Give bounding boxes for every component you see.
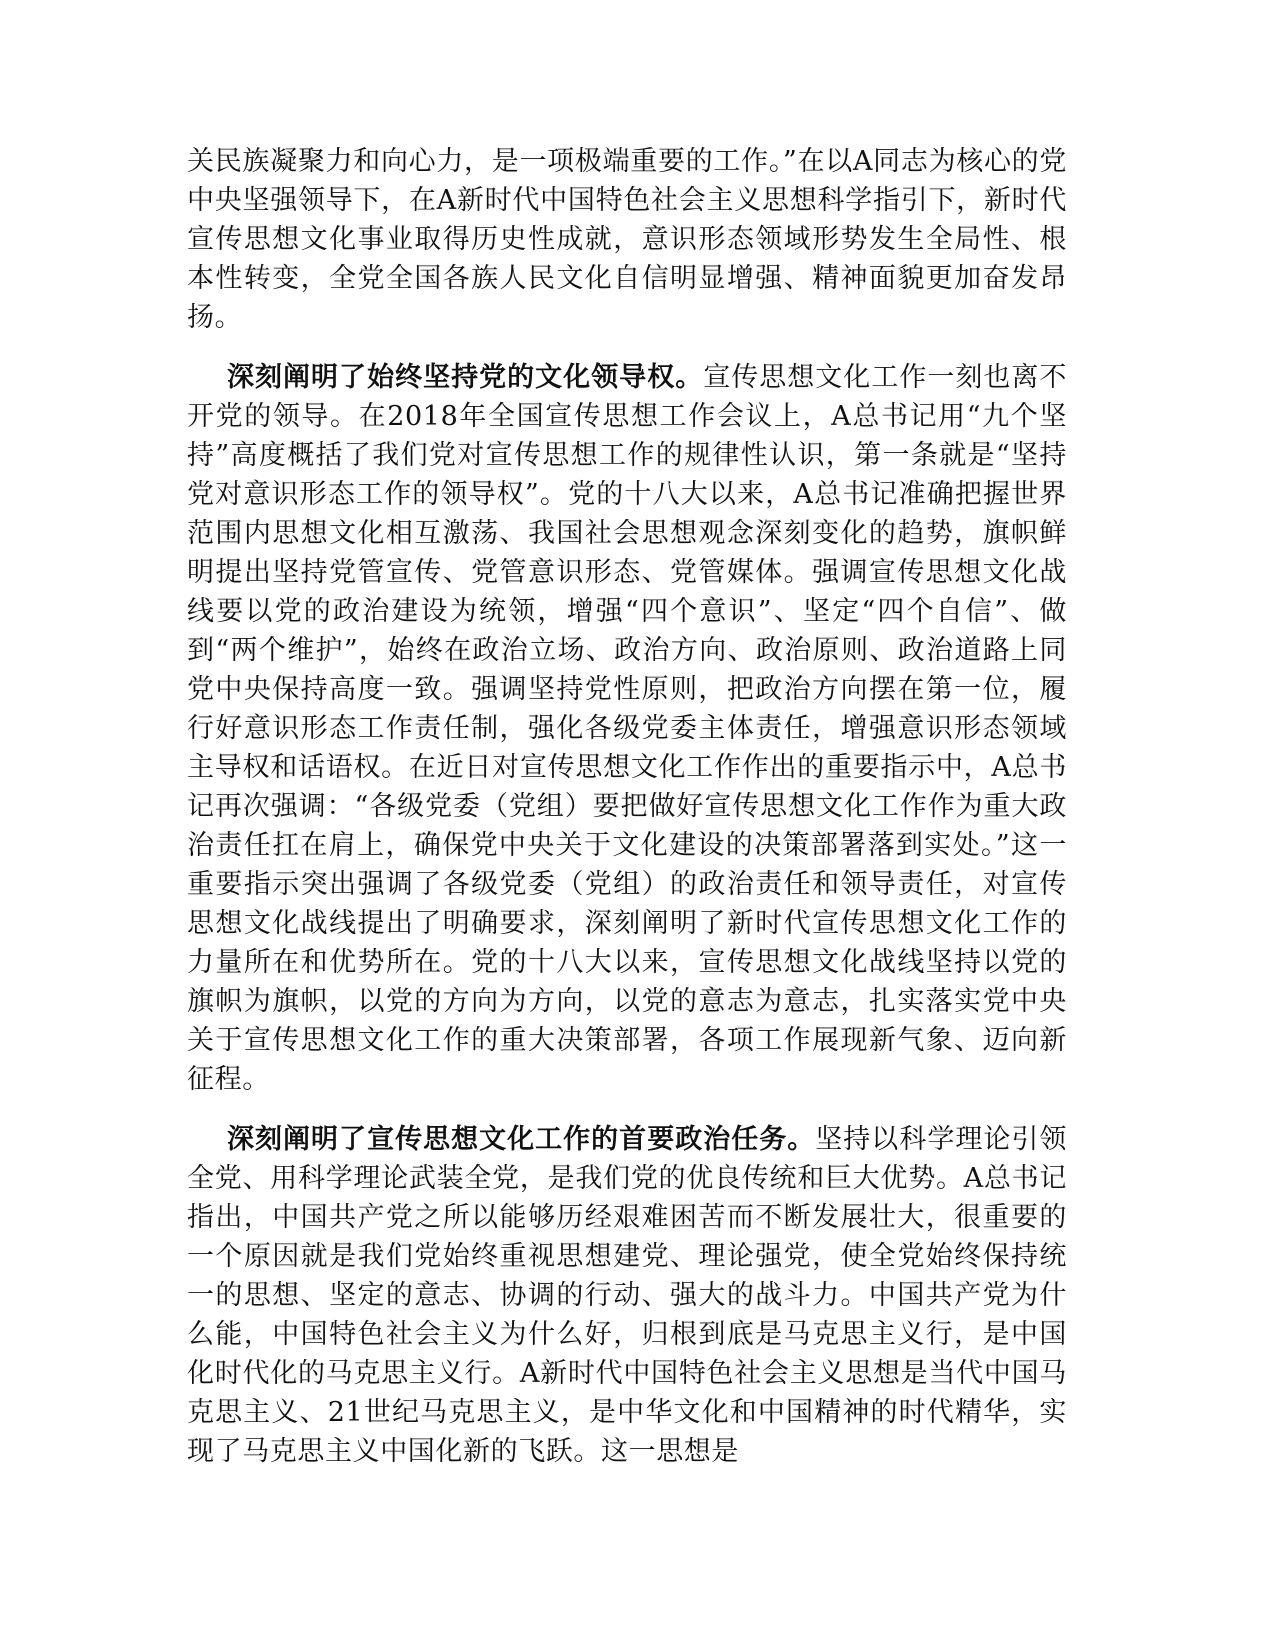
paragraph-2-text: 宣传思想文化工作一刻也离不开党的领导。在2018年全国宣传思想工作会议上，A总书记用“九个坚持”高度概括了我们党对宣传思想工作的规律性认识，第一条就是“坚持党对意识形态工作的领导权”。党的十八大以来，A总书记准确把握世界范围内思想文化相互激荡、我国社会思想观念深刻变化的趋势，旗帜鲜明提出坚持党管宣传、党管意识形态、党管媒体。强调宣传思想文化战线要以党的政治建设为统领，增强“四个意识”、坚定“四个自信”、做到“两个维护”，始终在政治立场、政治方向、政治原则、政治道路上同党中央保持高度一致。强调坚持党性原则，把政治方向摆在第一位，履行好意识形态工作责任制，强化各级党委主体责任，增强意识形态领域主导权和话语权。在近日对宣传思想文化工作作出的重要指示中，A总书记再次强调：“各级党委（党组）要把做好宣传思想文化工作作为重大政治责任扛在肩上，确保党中央关于文化建设的决策部署落到实处。”这一重要指示突出强调了各级党委（党组）的政治责任和领导责任，对宣传思想文化战线提出了明确要求，深刻阐明了新时代宣传思想文化工作的力量所在和优势所在。党的十八大以来，宣传思想文化战线坚持以党的旗帜为旗帜，以党的方向为方向，以党的意志为意志，扎实落实党中央关于宣传思想文化工作的重大决策部署，各项工作展现新气象、迈向新征程。 bbox=[187, 362, 1067, 1095]
paragraph-3-heading: 深刻阐明了宣传思想文化工作的首要政治任务。 bbox=[227, 1124, 816, 1155]
paragraph-1 bbox=[187, 142, 1067, 337]
paragraph-1-text: 关民族凝聚力和向心力，是一项极端重要的工作。”在以A同志为核心的党中央坚强领导下，在A新时代中国特色社会主义思想科学指引下，新时代宣传思想文化事业取得历史性成就，意识形态领域形势发生全局性、根本性转变，全党全国各族人民文化自信明显增强、精神面貌更加奋发昂扬。 bbox=[187, 146, 1067, 333]
paragraph-3 bbox=[187, 1120, 1067, 1471]
document-body bbox=[187, 142, 1067, 1471]
paragraph-2 bbox=[187, 358, 1067, 1099]
paragraph-3-text: 坚持以科学理论引领全党、用科学理论武装全党，是我们党的优良传统和巨大优势。A总书记指出，中国共产党之所以能够历经艰难困苦而不断发展壮大，很重要的一个原因就是我们党始终重视思想建党、理论强党，使全党始终保持统一的思想、坚定的意志、协调的行动、强大的战斗力。中国共产党为什么能，中国特色社会主义为什么好，归根到底是马克思主义行，是中国化时代化的马克思主义行。A新时代中国特色社会主义思想是当代中国马克思主义、21世纪马克思主义，是中华文化和中国精神的时代精华，实现了马克思主义中国化新的飞跃。这一思想是 bbox=[187, 1124, 1067, 1467]
paragraph-2-heading: 深刻阐明了始终坚持党的文化领导权。 bbox=[227, 362, 704, 393]
